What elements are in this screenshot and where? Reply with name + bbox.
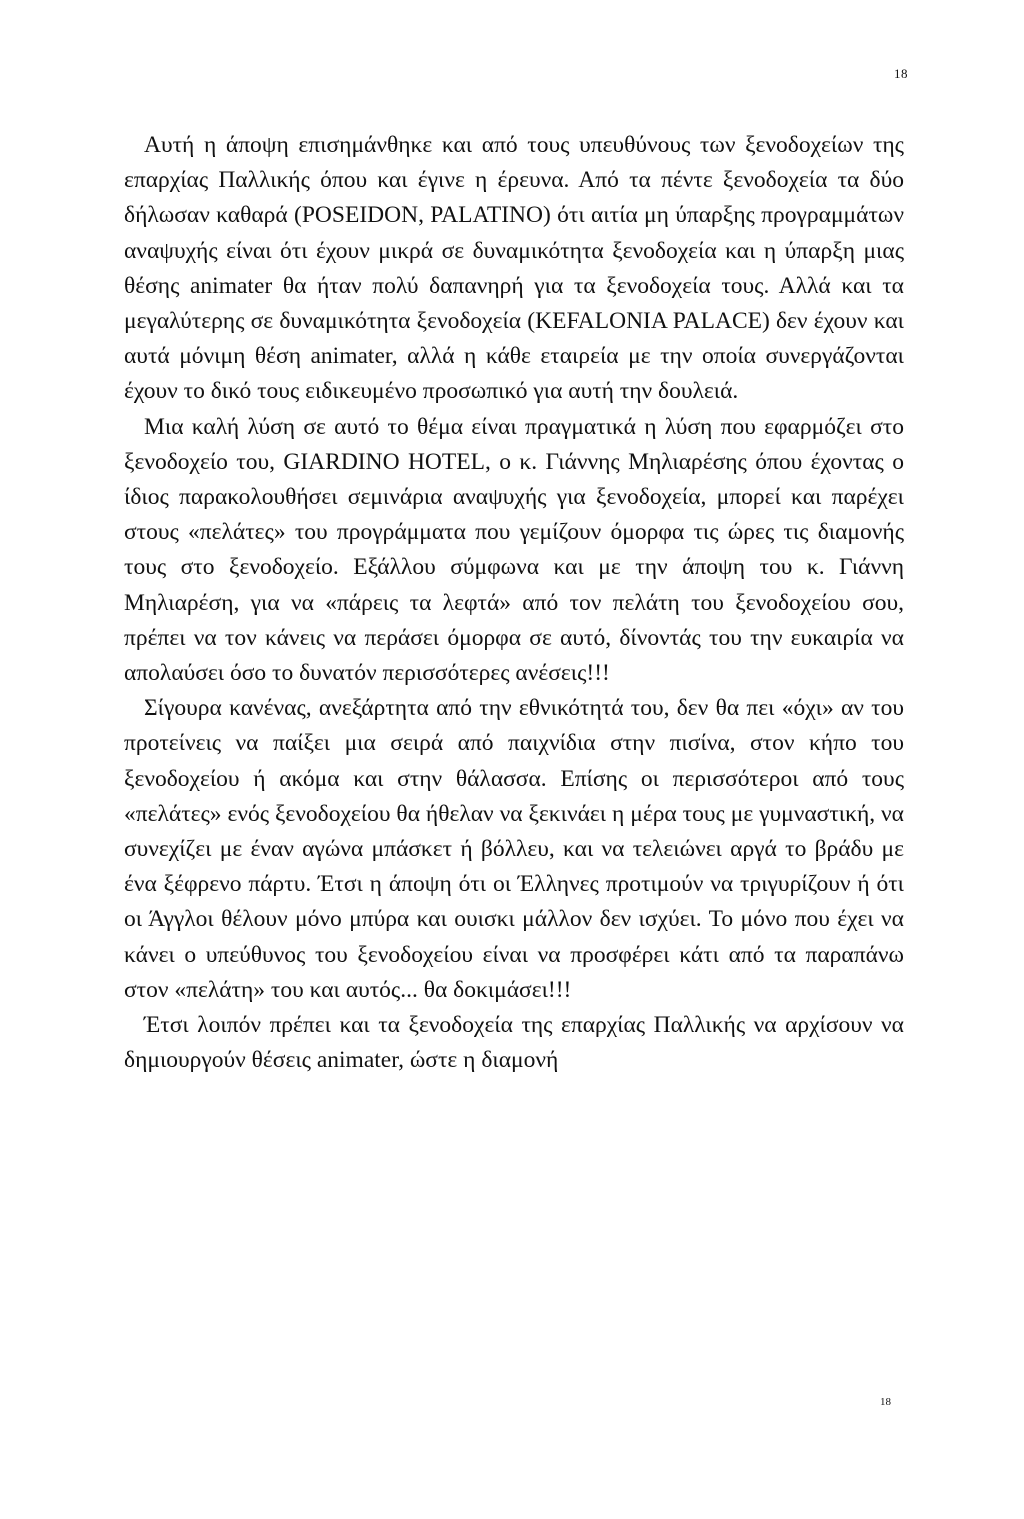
page-number-top: 18 [894, 66, 908, 81]
page-number-bottom: 18 [880, 1396, 891, 1408]
paragraph-3: Σίγουρα κανένας, ανεξάρτητα από την εθνικότητά του, δεν θα πει «όχι» αν του προτείνεις να παίξει μια σειρά από παιχνίδια στην πισίνα, στον κήπο του ξενοδοχείου ή ακόμα και στην θάλασσα. Επίσης οι περισσότεροι από τους «πελάτες» ενός ξενοδοχείου θα ήθελαν να ξεκινάει η μέρα τους με γυμναστική, να συνεχίζει με έναν αγώνα μπάσκετ ή βόλλευ, και να τελειώνει αργά το βράδυ με ένα ξέφρενο πάρτυ. Έτσι η άποψη ότι οι Έλληνες προτιμούν να τριγυρίζουν ή ότι οι Άγγλοι θέλουν μόνο μπύρα και ουισκι μάλλον δεν ισχύει. Το μόνο που έχει να κάνει ο υπεύθυνος του ξενοδοχείου είναι να προσφέρει κάτι από τα παραπάνω στον «πελάτη» του και αυτός... θα δοκιμάσει!!! [124, 695, 904, 1003]
paragraph-4: Έτσι λοιπόν πρέπει και τα ξενοδοχεία της επαρχίας Παλλικής να αρχίσουν να δημιουργούν θέσεις animater, ώστε η διαμονή [124, 1012, 904, 1074]
paragraph-1: Αυτή η άποψη επισημάνθηκε και από τους υπευθύνους των ξενοδοχείων της επαρχίας Παλλικής όπου και έγινε η έρευνα. Από τα πέντε ξενοδοχεία τα δύο δήλωσαν καθαρά (POSEIDON, PALATINO) ότι αιτία μη ύπαρξης προγραμμάτων αναψυχής είναι ότι έχουν μικρά σε δυναμικότητα ξενοδοχεία και η ύπαρξη μιας θέσης animater θα ήταν πολύ δαπανηρή για τα ξενοδοχεία τους. Αλλά και τα μεγαλύτερης σε δυναμικότητα ξενοδοχεία (KEFALONIA PALACE) δεν έχουν και αυτά μόνιμη θέση animater, αλλά η κάθε εταιρεία με την οποία συνεργάζονται έχουν το δικό τους ειδικευμένο προσωπικό για αυτή την δουλειά. [124, 132, 904, 405]
document-body [124, 128, 904, 1078]
paragraph-2: Μια καλή λύση σε αυτό το θέμα είναι πραγματικά η λύση που εφαρμόζει στο ξενοδοχείο του, GIARDINO HOTEL, ο κ. Γιάννης Μηλιαρέσης όπου έχοντας ο ίδιος παρακολουθήσει σεμινάρια αναψυχής για ξενοδοχεία, μπορεί και παρέχει στους «πελάτες» του προγράμματα που γεμίζουν όμορφα τις ώρες τις διαμονής τους στο ξενοδοχείο. Εξάλλου σύμφωνα και με την άποψη του κ. Γιάννη Μηλιαρέση, για να «πάρεις τα λεφτά» από τον πελάτη του ξενοδοχείου σου, πρέπει να τον κάνεις να περάσει όμορφα σε αυτό, δίνοντάς του την ευκαιρία να απολαύσει όσο το δυνατόν περισσότερες ανέσεις!!! [124, 413, 904, 687]
